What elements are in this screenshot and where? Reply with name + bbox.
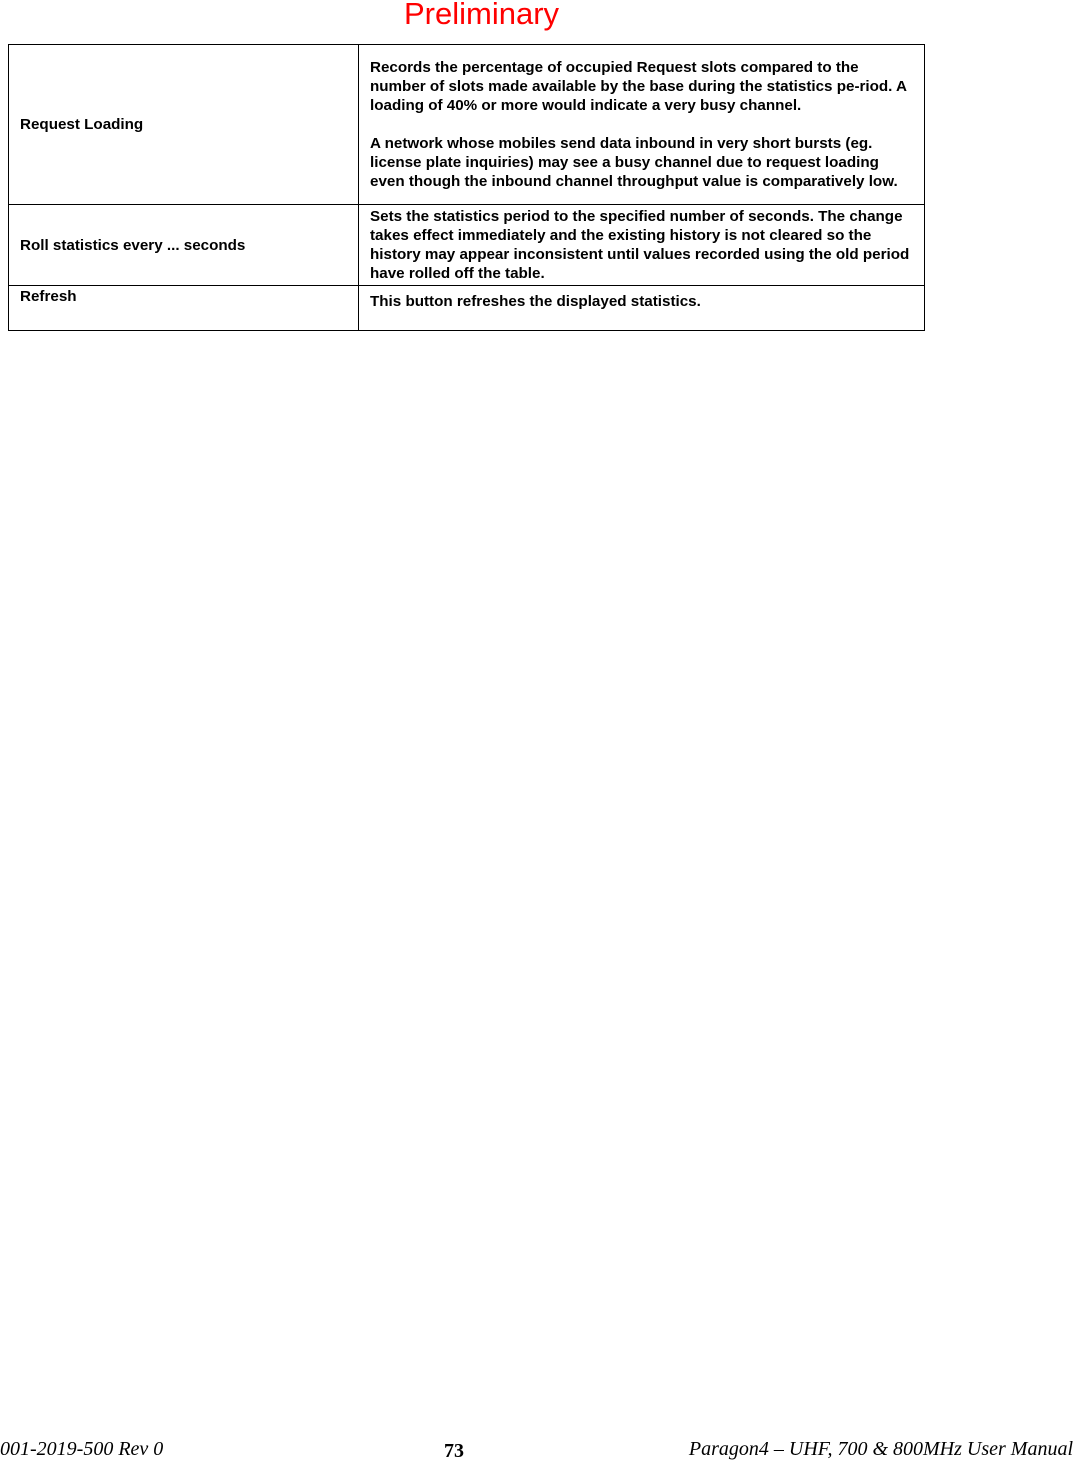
page-number: 73 <box>444 1440 464 1462</box>
term-refresh: Refresh <box>9 286 359 331</box>
description-paragraph: Sets the statistics period to the specified number of seconds. The change takes effect immediately and the existing history is not cleared so the history may appear inconsistent until values recorded using the old period have rolled off the table. <box>370 208 910 282</box>
manual-title: Paragon4 – UHF, 700 & 800MHz User Manual <box>688 1438 1073 1460</box>
description-paragraph: Records the percentage of occupied Request slots compared to the number of slots made available by the base during the statistics pe-riod. A loading of 40% or more would indicate a very busy channel. <box>370 59 907 114</box>
term-roll-statistics: Roll statistics every ... seconds <box>9 205 359 286</box>
description-paragraph: A network whose mobiles send data inbound in very short bursts (eg. license plate inquiries) may see a busy channel due to request loading even though the inbound channel throughput value is comparatively low. <box>370 135 898 190</box>
preliminary-watermark: Preliminary <box>404 0 560 31</box>
page-footer <box>0 1436 1075 1462</box>
description-roll-statistics <box>359 205 925 286</box>
definition-table <box>8 44 925 331</box>
table-row <box>9 286 925 331</box>
table-row <box>9 45 925 205</box>
description-refresh <box>359 286 925 331</box>
document-id: 001-2019-500 Rev 0 <box>0 1438 164 1460</box>
table-row <box>9 205 925 286</box>
description-paragraph: This button refreshes the displayed statistics. <box>370 293 701 310</box>
description-request-loading <box>359 45 925 205</box>
term-request-loading: Request Loading <box>9 45 359 205</box>
